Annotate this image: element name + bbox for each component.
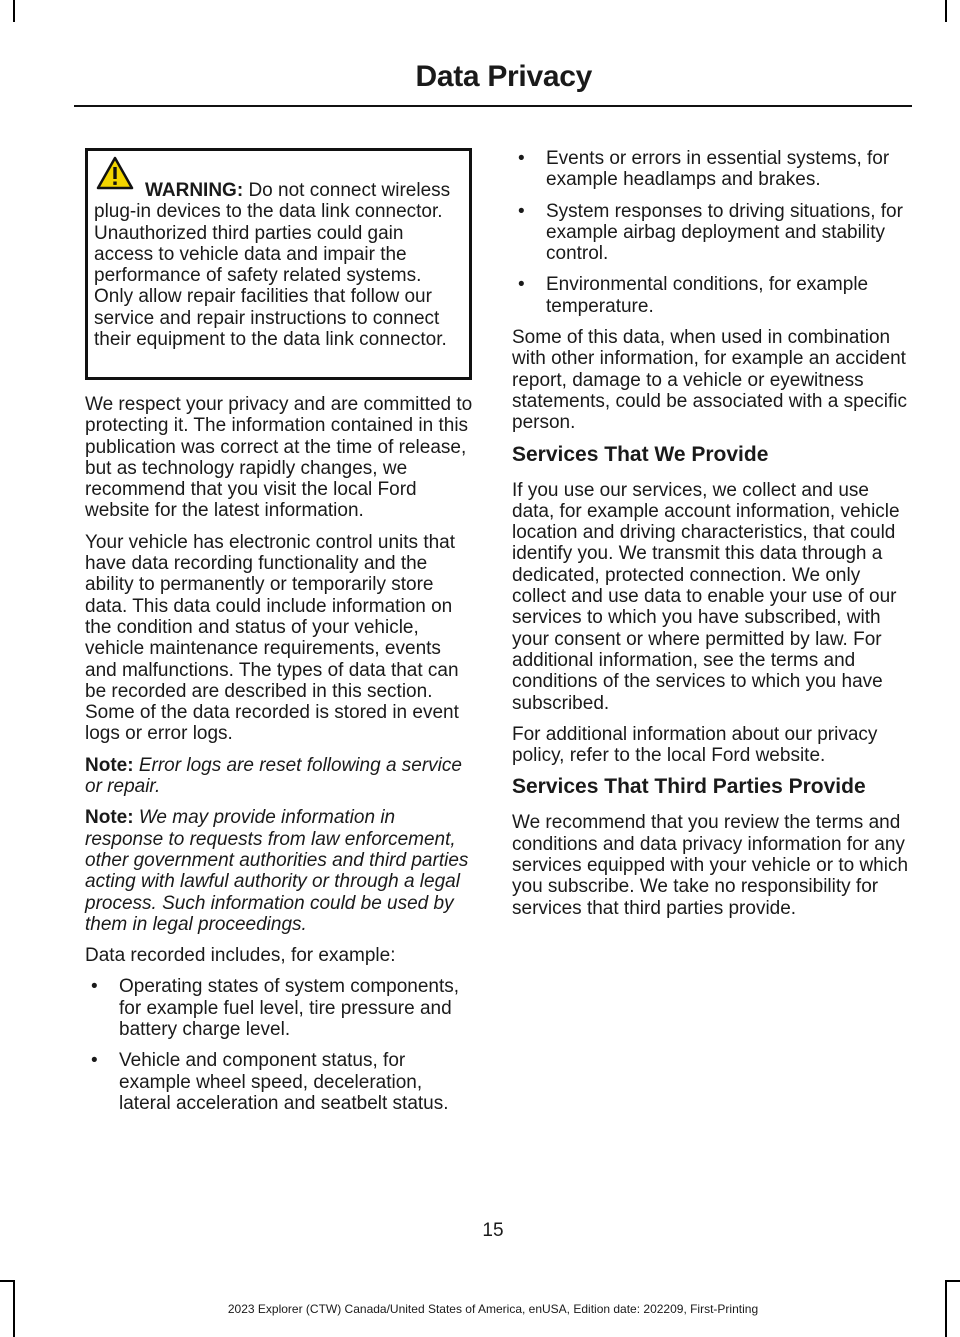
warning-text-block (94, 180, 465, 350)
privacy-intro-paragraph: We respect your privacy and are committed to protecting it. The information contained in this publication was correct at the time of release, but as technology rapidly changes, we recommend that you visit the local Ford website for the latest information. (85, 394, 473, 522)
left-column (85, 394, 474, 1124)
note-text: We may provide information in response to requests from law enforcement, other government authorities and third parties acting with lawful authority or through a legal process. Such information could be used by them in legal proceedings. (85, 807, 469, 935)
page-title: Data Privacy (415, 60, 592, 93)
services-paragraph: If you use our services, we collect and use data, for example account information, vehicle location and driving characteristics, that could identify you. We transmit this data through a dedicated, protected connection. We only collect and use data to enable your use of our services to which you have subscribed, with your consent or where permitted by law. For additional information, see the terms and conditions of the services to which you have subscribed. (512, 479, 900, 714)
header-divider (74, 105, 912, 107)
list-item: • Environmental conditions, for example temperature. (512, 274, 910, 317)
privacy-policy-paragraph: For additional information about our privacy policy, refer to the local Ford website. (512, 723, 878, 767)
third-parties-paragraph: We recommend that you review the terms and conditions and data privacy information for any services equipped with your vehicle or to which you subscribe. We take no responsibility for services that third parties provide. (512, 812, 909, 919)
association-paragraph: Some of this data, when used in combination with other information, for example an accident report, damage to a vehicle or eyewitness statements, could be associated with a specific person. (512, 327, 907, 434)
page-number: 15 (482, 1220, 504, 1241)
crop-mark-bottom-left-h (0, 1280, 15, 1282)
list-item: • Events or errors in essential systems, for example headlamps and brakes. (512, 148, 910, 191)
section-heading-third-parties: Services That Third Parties Provide (512, 775, 866, 799)
note-error-logs (85, 755, 474, 798)
note-label: Note: (85, 754, 134, 776)
right-column (512, 148, 910, 929)
data-recorded-intro: Data recorded includes, for example: (85, 945, 396, 967)
right-bullet-list (512, 148, 910, 317)
crop-mark-bottom-right-h (945, 1280, 960, 1282)
section-heading-services-we-provide: Services That We Provide (512, 442, 769, 466)
list-item: • Vehicle and component status, for example wheel speed, deceleration, lateral acceleration and seatbelt status. (85, 1050, 474, 1114)
left-bullet-list (85, 976, 474, 1114)
note-law-enforcement (85, 807, 474, 935)
crop-mark-top-right (945, 0, 947, 22)
warning-box (85, 148, 472, 380)
warning-text: Do not connect wireless plug-in devices to the data link connector. Unauthorized third parties could gain access to vehicle data and impair the performance of safety related systems. Only allow repair facilities that follow our service and repair instructions to connect their equipment to the data link connector. (94, 180, 451, 351)
crop-mark-top-left (13, 0, 15, 22)
note-text: Error logs are reset following a service or repair. (85, 754, 462, 798)
data-recording-paragraph: Your vehicle has electronic control units that have data recording functionality and the ability to permanently or temporarily store data. This data could include information on the condition and status of your vehicle, vehicle maintenance requirements, events and malfunctions. The types of data that can be recorded are described in this section. Some of the data recorded is stored in event logs or error logs. (85, 531, 459, 745)
note-label: Note: (85, 807, 134, 829)
footer-edition-text: 2023 Explorer (CTW) Canada/United States of America, enUSA, Edition date: 202209, First-Printing (227, 1302, 759, 1316)
warning-label: WARNING: (145, 180, 244, 201)
list-item: • Operating states of system components, for example fuel level, tire pressure and battery charge level. (85, 976, 474, 1040)
list-item: • System responses to driving situations, for example airbag deployment and stability control. (512, 201, 910, 265)
